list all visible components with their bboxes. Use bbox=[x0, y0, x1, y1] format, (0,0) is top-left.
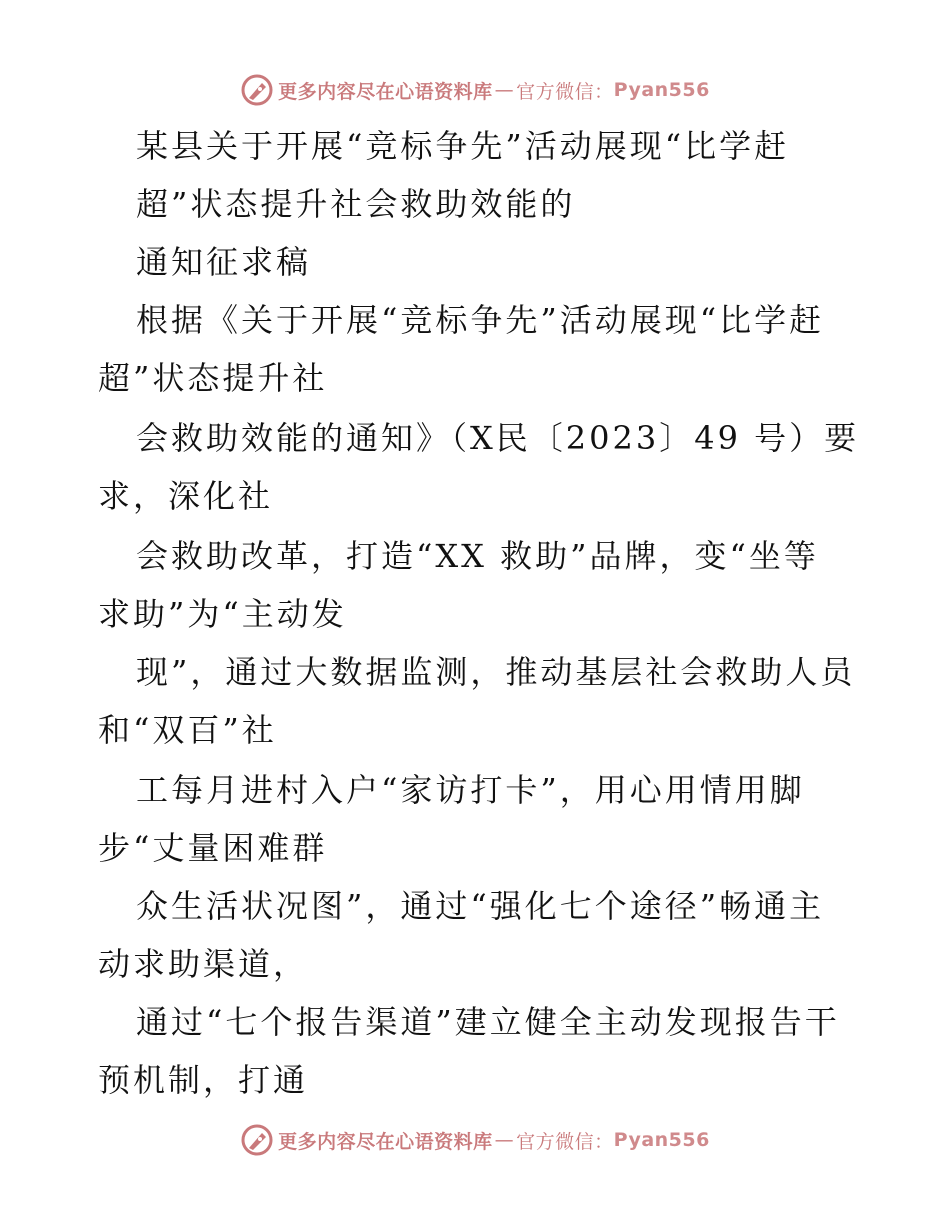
paragraph-line: 超”状态提升社 bbox=[98, 359, 328, 397]
paragraph-line: 求助”为“主动发 bbox=[98, 595, 347, 633]
paragraph-line: 工每月进村入户“家访打卡”，用心用情用脚 bbox=[136, 771, 805, 809]
watermark-separator: — bbox=[494, 79, 515, 101]
paragraph-line: 根据《关于开展“竞标争先”活动展现“比学赶 bbox=[136, 301, 825, 339]
watermark-wechat-label: 官方微信： bbox=[516, 1130, 614, 1153]
title-line: 超”状态提升社会救助效能的 bbox=[136, 185, 576, 223]
paragraph-line: 求，深化社 bbox=[98, 477, 274, 515]
watermark-account: Pyan556 bbox=[613, 1129, 710, 1151]
paragraph-line: 众生活状况图”，通过“强化七个途径”畅通主 bbox=[136, 887, 825, 925]
title-line: 某县关于开展“竞标争先”活动展现“比学赶 bbox=[136, 127, 790, 165]
paragraph-line: 会救助改革，打造“XX 救助”品牌，变“坐等 bbox=[136, 537, 819, 575]
header-watermark bbox=[0, 70, 950, 110]
paragraph-line: 预机制，打通 bbox=[98, 1061, 309, 1099]
pen-nib-seal-icon bbox=[240, 73, 274, 107]
pen-nib-seal-icon bbox=[240, 1123, 274, 1157]
paragraph-line: 步“丈量困难群 bbox=[98, 829, 328, 867]
watermark-account: Pyan556 bbox=[613, 79, 710, 101]
paragraph-line: 通过“七个报告渠道”建立健全主动发现报告干 bbox=[136, 1003, 840, 1041]
watermark-separator: — bbox=[494, 1129, 515, 1151]
paragraph-line: 现”，通过大数据监测，推动基层社会救助人员 bbox=[136, 653, 856, 691]
paragraph-line: 和“双百”社 bbox=[98, 711, 277, 749]
title-line: 通知征求稿 bbox=[136, 243, 312, 281]
paragraph-line: 会救助效能的通知》（X民〔2023〕49 号）要 bbox=[136, 419, 860, 457]
paragraph-line: 动求助渠道， bbox=[98, 945, 309, 983]
footer-watermark bbox=[0, 1120, 950, 1160]
watermark-main-text: 更多内容尽在心语资料库 bbox=[278, 1130, 493, 1153]
watermark-main-text: 更多内容尽在心语资料库 bbox=[278, 80, 493, 103]
watermark-wechat-label: 官方微信： bbox=[516, 80, 614, 103]
